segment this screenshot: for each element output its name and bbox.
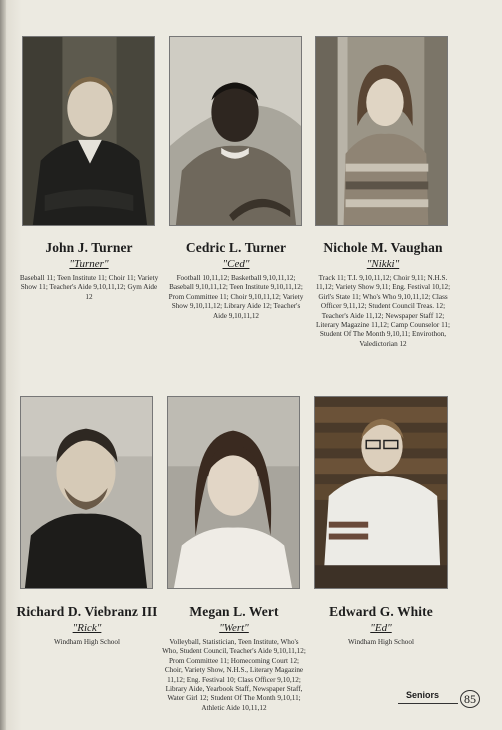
section-label: Seniors [406,690,440,700]
student-entry [310,604,452,647]
portrait-megan-wert [167,396,300,589]
student-activities: Windham High School [54,638,120,646]
portrait-richard-viebranz [20,396,153,589]
student-name: Nichole M. Vaughan [323,240,443,255]
student-nickname: "Nikki" [366,258,400,270]
student-entry [165,240,307,321]
portrait-john-turner [22,36,155,226]
page-footer [398,690,490,708]
student-nickname: "Ced" [222,258,250,270]
student-name: Cedric L. Turner [185,240,287,255]
student-nickname: "Rick" [72,622,102,634]
student-name: John J. Turner [45,240,133,255]
student-nickname: "Turner" [69,258,109,270]
student-name: Edward G. White [329,604,433,619]
student-entry [312,240,454,349]
student-activities: Windham High School [348,638,414,646]
student-activities: Track 11; T.I. 9,10,11,12; Choir 9,11; N.H.S. 11,12; Variety Show 9,11; Eng. Festival 10,12; Girl's State 11; Who's Who 9,10,11,12; Class Officer 9,11,12; Student Council Treas. 12; Teacher's Aide 11,12; Newspaper Staff 12; Literary Magazine 11,12; Camp Counselor 11; Student Of The Month 9,10,11; Envirothon, Valedictorian 12 [315,274,451,348]
student-name: Megan L. Wert [189,604,279,619]
student-name: Richard D. Viebranz III [16,604,158,619]
page-number: 85 [460,690,480,708]
student-activities: Football 10,11,12; Basketball 9,10,11,12; Baseball 9,10,11,12; Teen Institute 9,10,11,12; Prom Committee 11; Choir 9,10,11,12; Variety Show 9,10,11,12; Library Aide 12; Teacher's Aide 9,10,11,12 [168,274,304,320]
student-entry [14,604,160,647]
student-activities: Volleyball, Statistician, Teen Institute, Who's Who, Student Council, Teacher's Aide 9,10,11,12; Prom Committee 11; Homecoming Court 12; Choir, Variety Show, N.H.S., Literary Magazine 11,12; Eng. Festival 10; Class Officer 9,10,12; Library Aide, Yearbook Staff, Newspaper Staff, Water Girl 12; Student Of The Month 9,10,11; Athletic Aide 10,11,12 [162,638,306,712]
portrait-edward-white [314,396,448,589]
portrait-cedric-turner [169,36,302,226]
student-nickname: "Ed" [370,622,392,634]
student-nickname: "Wert" [219,622,249,634]
student-entry [162,604,306,713]
portrait-nichole-vaughan [315,36,448,226]
student-entry [18,240,160,302]
footer-rule [398,703,458,704]
page-spine-shadow [0,0,6,730]
student-activities: Baseball 11; Teen Institute 11; Choir 11; Variety Show 11; Teacher's Aide 9,10,11,12; Gym Aide 12 [19,274,159,301]
